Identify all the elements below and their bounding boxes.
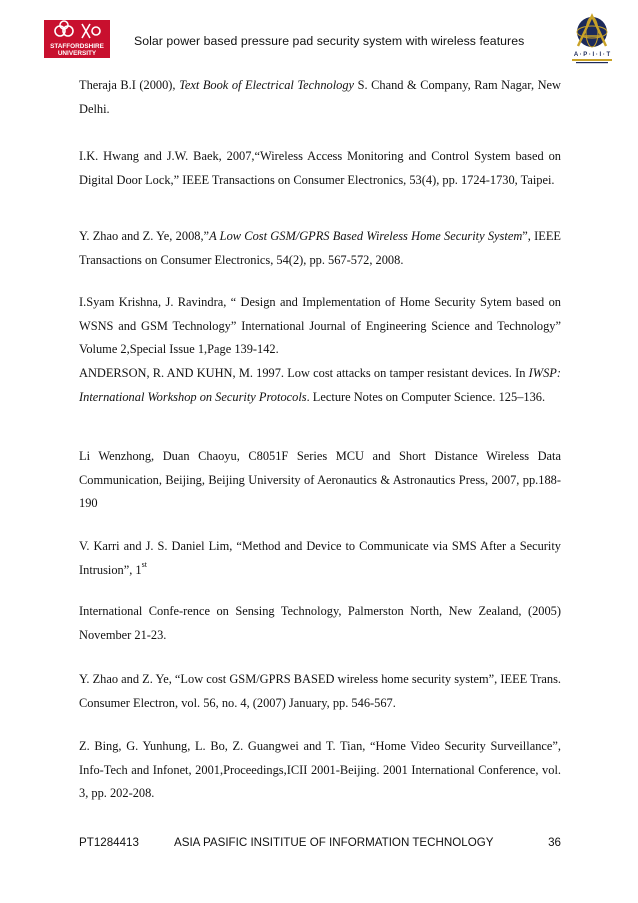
page-footer [79, 836, 561, 852]
reference-text: ANDERSON, R. AND KUHN, M. 1997. Low cost attacks on tamper resistant devices. In [79, 366, 529, 380]
reference-text: Y. Zhao and Z. Ye, “Low cost GSM/GPRS BASED wireless home security system”, IEEE Trans. Consumer Electron, vol. 56, no. 4, (2007) January, pp. 546-567. [79, 672, 561, 710]
reference-superscript: st [141, 560, 147, 570]
footer-student-id: PT1284413 [79, 836, 139, 849]
footer-page-number: 36 [548, 836, 561, 849]
reference-text: I.K. Hwang and J.W. Baek, 2007,“Wireless Access Monitoring and Control System based on Digital Door Lock,” IEEE Transactions on Consumer Electronics, 53(4), pp. 1724-1730, Taipei. [79, 149, 561, 187]
reference-text: . Lecture Notes on Computer Science. 125–136. [306, 389, 546, 404]
apiit-logo [566, 12, 618, 66]
reference-italic-title: IWSP: International Workshop on Security Protocols [79, 366, 561, 404]
header-title: Solar power based pressure pad security system with wireless features [134, 34, 525, 48]
apiit-logo-text: A · P · I · I · T [573, 52, 611, 58]
reference-entry-1 [79, 74, 561, 121]
reference-entry-4 [79, 291, 561, 362]
staffordshire-university-logo [44, 20, 110, 58]
reference-italic-title: Text Book of Electrical Technology [179, 78, 355, 92]
logo-text-line-1: STAFFORDSHIRE [50, 43, 104, 50]
reference-entry-8 [79, 600, 561, 647]
reference-text: ”, IEEE Transactions on Consumer Electronics, 54(2), pp. 567-572, 2008. [79, 229, 561, 267]
reference-entry-5 [79, 362, 561, 409]
reference-text: Z. Bing, G. Yunhung, L. Bo, Z. Guangwei and T. Tian, “Home Video Security Surveillance”, Info-Tech and Infonet, 2001,Proceedings,ICII 2001-Beijing. 2001 International Conference, vol. 3, pp. 202-208. [79, 739, 561, 800]
reference-entry-3 [79, 225, 561, 272]
reference-text: V. Karri and J. S. Daniel Lim, “Method and Device to Communicate via SMS After a Security Intrusion”, 1 [79, 539, 561, 577]
logo-text-line-2: UNIVERSITY [57, 50, 97, 57]
reference-entry-7 [79, 535, 561, 582]
reference-text: Y. Zhao and Z. Ye, 2008,” [79, 229, 210, 243]
reference-text: S. Chand & Company, Ram Nagar, New Delhi. [79, 78, 561, 116]
reference-italic-title: A Low Cost GSM/GPRS Based Wireless Home Security System [209, 229, 523, 243]
reference-entry-6 [79, 445, 561, 516]
reference-text: International Confe-rence on Sensing Technology, Palmerston North, New Zealand, (2005) November 21-23. [79, 604, 561, 642]
reference-text: I.Syam Krishna, J. Ravindra, “ Design and Implementation of Home Security Sytem based on WSNS and GSM Technology” International Journal of Engineering Science and Technology” Volume 2,Special Issue 1,Page 139-142. [79, 295, 561, 356]
reference-text: Li Wenzhong, Duan Chaoyu, C8051F Series MCU and Short Distance Wireless Data Communication, Beijing, Beijing University of Aeronautics & Astronautics Press, 2007, pp.188-190 [79, 449, 561, 510]
reference-entry-10 [79, 735, 561, 806]
reference-entry-2 [79, 145, 561, 192]
reference-entry-9 [79, 668, 561, 715]
reference-text: Theraja B.I (2000), [79, 78, 180, 92]
footer-institution: ASIA PASIFIC INSITITUE OF INFORMATION TECHNOLOGY [174, 836, 494, 849]
